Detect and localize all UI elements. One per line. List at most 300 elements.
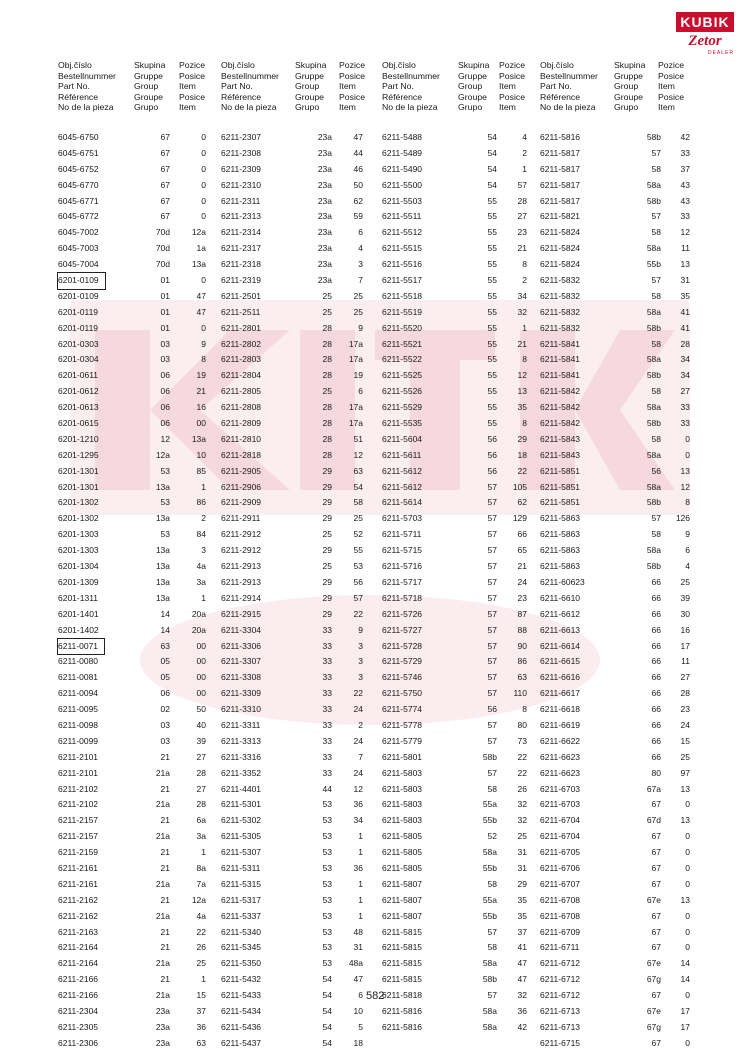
group-code: 58a — [646, 243, 661, 254]
group-code: 66 — [651, 608, 661, 619]
part-number: 6211-3311 — [221, 719, 261, 730]
part-number: 6211-5807 — [382, 894, 423, 905]
table-row — [382, 670, 533, 686]
header-line: Item — [658, 81, 675, 92]
group-code: 67 — [651, 862, 661, 873]
group-code: 23a — [155, 1005, 170, 1016]
item-position: 37 — [680, 163, 690, 174]
table-row — [540, 305, 696, 321]
group-code: 55b — [482, 910, 497, 921]
item-position: 27 — [680, 672, 690, 683]
table-row — [58, 146, 212, 162]
part-number: 6201-1402 — [58, 624, 99, 635]
part-number: 6211-5604 — [382, 433, 423, 444]
item-position: 47 — [353, 974, 363, 985]
column-3 — [382, 60, 533, 1036]
header-item — [179, 60, 205, 113]
table-row — [221, 607, 369, 623]
item-position: 32 — [517, 990, 527, 1001]
item-position: 29 — [517, 878, 527, 889]
table-row — [540, 718, 696, 734]
item-position: 1 — [358, 878, 363, 889]
item-position: 0 — [685, 799, 690, 810]
part-number: 6211-6619 — [540, 719, 581, 730]
table-row — [221, 702, 369, 718]
table-row — [221, 162, 369, 178]
group-code: 05 — [160, 656, 170, 667]
group-code: 67 — [160, 132, 170, 142]
item-position: 63 — [196, 1037, 206, 1048]
part-number: 6045-7002 — [58, 227, 99, 238]
table-row — [540, 241, 696, 257]
table-row — [382, 448, 533, 464]
table-row — [540, 988, 696, 1004]
part-number: 6211-2818 — [221, 449, 262, 460]
item-position: 2 — [201, 513, 206, 524]
part-number: 6211-5503 — [382, 195, 423, 206]
table-row — [540, 972, 696, 988]
group-code: 67g — [646, 974, 661, 985]
table-row — [382, 527, 533, 543]
part-number: 6211-6709 — [540, 926, 581, 937]
group-code: 21a — [155, 910, 170, 921]
part-number: 6211-5727 — [382, 624, 423, 635]
item-position: 57 — [517, 179, 527, 190]
header-group — [614, 60, 645, 113]
item-position: 9 — [358, 624, 363, 635]
group-code: 58a — [646, 481, 661, 492]
logo-sub: Zetor — [688, 33, 722, 49]
table-row — [382, 845, 533, 861]
table-row — [382, 130, 533, 146]
table-row — [221, 654, 369, 670]
part-number: 6211-0094 — [58, 688, 99, 699]
table-row — [221, 639, 369, 655]
part-number: 6211-2164 — [58, 958, 99, 969]
item-position: 00 — [196, 418, 206, 429]
table-row — [382, 225, 533, 241]
item-position: 8 — [522, 259, 527, 270]
group-code: 66 — [651, 719, 661, 730]
part-number: 6211-4401 — [221, 783, 262, 794]
header-line: Posice — [179, 70, 206, 81]
item-position: 8 — [522, 418, 527, 429]
group-code: 03 — [160, 354, 170, 365]
part-number: 6211-5518 — [382, 290, 423, 301]
group-code: 55b — [646, 259, 661, 270]
part-number: 6211-5717 — [382, 576, 423, 587]
group-code: 57 — [487, 497, 497, 508]
table-row — [58, 495, 212, 511]
item-position: 17 — [680, 1005, 690, 1016]
part-number: 6201-1303 — [58, 529, 99, 540]
part-number: 6211-5434 — [221, 1005, 262, 1016]
column-header — [382, 60, 533, 116]
table-row — [58, 829, 212, 845]
header-line: Grupo — [134, 102, 159, 113]
item-position: 18 — [517, 449, 527, 460]
part-number: 6211-5803 — [382, 815, 423, 826]
item-position: 0 — [201, 275, 206, 286]
header-part — [58, 60, 116, 113]
item-position: 1 — [201, 592, 206, 603]
group-code: 58b — [646, 561, 661, 572]
group-code: 55 — [487, 227, 497, 238]
item-position: 20a — [191, 608, 206, 619]
table-row — [540, 1020, 696, 1036]
part-number: 6211-6616 — [540, 672, 581, 683]
header-line: Pozice — [499, 60, 526, 70]
table-row — [221, 289, 369, 305]
part-number: 6211-2157 — [58, 815, 99, 826]
part-number: 6211-2501 — [221, 290, 262, 301]
table-row — [58, 956, 212, 972]
part-number: 6211-2163 — [58, 926, 99, 937]
part-number: 6211-2159 — [58, 847, 99, 858]
table-row — [382, 273, 533, 289]
part-number: 6211-2805 — [221, 386, 262, 397]
group-code: 53 — [322, 862, 332, 873]
group-code: 29 — [322, 465, 332, 476]
item-position: 66 — [517, 529, 527, 540]
part-number: 6211-3310 — [221, 704, 262, 715]
table-row — [221, 956, 369, 972]
part-number: 6211-5803 — [382, 767, 423, 778]
header-group — [458, 60, 489, 113]
group-code: 29 — [322, 481, 332, 492]
table-row — [58, 289, 212, 305]
table-row — [58, 893, 212, 909]
part-number: 6211-3304 — [221, 624, 262, 635]
table-row — [382, 988, 533, 1004]
item-position: 59 — [353, 211, 363, 222]
group-code: 58b — [646, 132, 661, 142]
item-position: 2 — [522, 275, 527, 286]
header-line: Item — [179, 102, 196, 113]
group-code: 57 — [651, 275, 661, 286]
table-row — [221, 511, 369, 527]
part-number: 6211-6622 — [540, 735, 581, 746]
item-position: 27 — [196, 751, 206, 762]
group-code: 57 — [487, 719, 497, 730]
part-number: 6211-2311 — [221, 195, 261, 206]
group-code: 21 — [160, 847, 170, 858]
part-number: 6211-3306 — [221, 640, 262, 651]
table-row — [58, 877, 212, 893]
part-number: 6211-5816 — [540, 132, 581, 142]
part-number: 6211-5522 — [382, 354, 423, 365]
item-position: 22 — [517, 465, 527, 476]
part-number: 6211-0095 — [58, 704, 99, 715]
item-position: 0 — [685, 449, 690, 460]
part-number: 6211-2308 — [221, 147, 262, 158]
group-code: 56 — [487, 449, 497, 460]
item-position: 56 — [353, 576, 363, 587]
table-row — [58, 368, 212, 384]
part-number: 6211-5612 — [382, 465, 423, 476]
item-position: 35 — [517, 894, 527, 905]
part-number: 6211-5301 — [221, 799, 262, 810]
kubik-zetor-logo — [676, 12, 734, 64]
part-number: 6211-6612 — [540, 608, 581, 619]
group-code: 55 — [487, 290, 497, 301]
group-code: 57 — [487, 608, 497, 619]
table-row — [221, 194, 369, 210]
table-row — [58, 813, 212, 829]
item-position: 8a — [196, 862, 206, 873]
part-number: 6211-5841 — [540, 354, 581, 365]
part-number: 6211-6703 — [540, 783, 581, 794]
item-position: 3a — [196, 576, 206, 587]
group-code: 33 — [322, 688, 332, 699]
table-row — [58, 130, 212, 146]
table-row — [382, 352, 533, 368]
item-position: 22 — [353, 608, 363, 619]
item-position: 1 — [358, 894, 363, 905]
item-position: 31 — [517, 847, 527, 858]
part-number: 6211-5315 — [221, 878, 262, 889]
table-row — [382, 257, 533, 273]
table-row — [58, 448, 212, 464]
table-row — [221, 829, 369, 845]
group-code: 67 — [651, 926, 661, 937]
group-code: 66 — [651, 640, 661, 651]
table-row — [58, 241, 212, 257]
header-line: Posice — [658, 91, 685, 102]
group-code: 21 — [160, 815, 170, 826]
group-code: 33 — [322, 640, 332, 651]
header-line: Bestellnummer — [382, 70, 440, 81]
header-line: Item — [658, 102, 675, 113]
group-code: 23a — [317, 147, 332, 158]
table-row — [382, 797, 533, 813]
table-row — [58, 925, 212, 941]
item-position: 53 — [353, 561, 363, 572]
table-row — [382, 956, 533, 972]
item-position: 85 — [196, 465, 206, 476]
part-number: 6211-6617 — [540, 688, 581, 699]
item-position: 39 — [196, 735, 206, 746]
group-code: 55 — [487, 243, 497, 254]
item-position: 6 — [358, 227, 363, 238]
table-row — [221, 432, 369, 448]
part-number: 6201-0613 — [58, 402, 99, 413]
table-row — [382, 829, 533, 845]
table-row — [58, 670, 212, 686]
group-code: 57 — [487, 545, 497, 556]
part-number: 6211-6623 — [540, 751, 581, 762]
group-code: 57 — [487, 529, 497, 540]
table-row — [58, 988, 212, 1004]
group-code: 21a — [155, 958, 170, 969]
item-position: 11 — [681, 656, 690, 667]
part-number: 6211-5716 — [382, 561, 423, 572]
part-number: 6211-5711 — [382, 529, 422, 540]
part-number: 6211-5535 — [382, 418, 423, 429]
table-row — [382, 718, 533, 734]
group-code: 25 — [322, 290, 332, 301]
table-row — [58, 257, 212, 273]
part-number: 6211-5726 — [382, 608, 423, 619]
part-number: 6045-7004 — [58, 259, 99, 270]
part-number: 6211-2912 — [221, 529, 262, 540]
item-position: 26 — [517, 783, 527, 794]
part-number: 6201-0119 — [58, 322, 99, 333]
part-number: 6211-5817 — [540, 179, 581, 190]
logo-brand: KUBIK — [676, 12, 734, 32]
group-code: 06 — [160, 386, 170, 397]
item-position: 27 — [680, 386, 690, 397]
group-code: 55b — [482, 862, 497, 873]
table-row — [382, 194, 533, 210]
part-number: 6201-1309 — [58, 576, 99, 587]
table-row — [540, 670, 696, 686]
table-row — [382, 495, 533, 511]
group-code: 58 — [651, 433, 661, 444]
item-position: 3 — [358, 672, 363, 683]
group-code: 57 — [487, 688, 497, 699]
part-number: 6201-0304 — [58, 354, 99, 365]
group-code: 67 — [160, 195, 170, 206]
group-code: 23a — [317, 211, 332, 222]
table-row — [58, 909, 212, 925]
header-line: Pozice — [339, 60, 366, 70]
group-code: 66 — [651, 592, 661, 603]
group-code: 01 — [160, 290, 170, 301]
table-row — [221, 241, 369, 257]
part-number: 6211-5611 — [382, 449, 422, 460]
part-number: 6201-0303 — [58, 338, 99, 349]
header-line: Pozice — [179, 60, 206, 70]
item-position: 13 — [680, 894, 690, 905]
item-position: 22 — [353, 688, 363, 699]
group-code: 57 — [487, 672, 497, 683]
header-line: Gruppe — [295, 70, 324, 81]
header-line: Posice — [499, 91, 526, 102]
header-part — [221, 60, 279, 113]
header-line: Obj.číslo — [221, 60, 255, 70]
group-code: 53 — [160, 465, 170, 476]
group-code: 58 — [487, 878, 497, 889]
part-number: 6045-7003 — [58, 243, 99, 254]
table-row — [221, 178, 369, 194]
item-position: 11 — [681, 243, 690, 254]
item-position: 22 — [517, 751, 527, 762]
group-code: 58a — [646, 306, 661, 317]
group-code: 57 — [487, 990, 497, 1001]
group-code: 54 — [487, 179, 497, 190]
item-position: 50 — [353, 179, 363, 190]
table-row — [58, 1036, 212, 1052]
item-position: 13 — [680, 465, 690, 476]
group-code: 57 — [651, 211, 661, 222]
item-position: 12 — [517, 370, 527, 381]
part-number: 6211-5746 — [382, 672, 423, 683]
column-4 — [540, 60, 696, 1052]
part-number: 6211-2906 — [221, 481, 262, 492]
group-code: 58b — [646, 322, 661, 333]
table-row — [58, 686, 212, 702]
item-position: 3 — [358, 640, 363, 651]
item-position: 47 — [517, 958, 527, 969]
item-position: 41 — [680, 322, 690, 333]
part-number: 6211-5526 — [382, 386, 423, 397]
item-position: 13 — [517, 386, 527, 397]
part-number: 6201-1210 — [58, 433, 99, 444]
group-code: 66 — [651, 735, 661, 746]
table-row — [58, 797, 212, 813]
item-position: 7 — [358, 751, 363, 762]
table-row — [540, 289, 696, 305]
item-position: 54 — [353, 481, 363, 492]
group-code: 12 — [160, 433, 170, 444]
part-number: 6211-5718 — [382, 592, 423, 603]
table-row — [221, 861, 369, 877]
table-row — [540, 893, 696, 909]
table-row — [58, 861, 212, 877]
table-row — [221, 797, 369, 813]
group-code: 67e — [646, 1005, 661, 1016]
part-number: 6211-5803 — [382, 799, 423, 810]
header-line: Part No. — [382, 81, 414, 92]
header-line: Part No. — [221, 81, 253, 92]
table-row — [58, 432, 212, 448]
item-position: 87 — [517, 608, 527, 619]
header-line: Obj.číslo — [58, 60, 92, 70]
part-number: 6211-5818 — [382, 990, 423, 1001]
group-code: 13a — [155, 576, 170, 587]
item-position: 1 — [201, 847, 206, 858]
group-code: 58 — [651, 386, 661, 397]
group-code: 21 — [160, 783, 170, 794]
group-code: 58a — [646, 449, 661, 460]
table-row — [540, 861, 696, 877]
item-position: 0 — [685, 910, 690, 921]
table-row — [221, 591, 369, 607]
part-number: 6211-2304 — [58, 1005, 99, 1016]
header-line: Obj.číslo — [540, 60, 574, 70]
group-code: 58a — [482, 958, 497, 969]
item-position: 32 — [517, 799, 527, 810]
item-position: 1a — [196, 243, 206, 254]
table-row — [58, 734, 212, 750]
table-row — [221, 1004, 369, 1020]
table-row — [221, 464, 369, 480]
item-position: 80 — [517, 719, 527, 730]
item-position: 19 — [196, 370, 206, 381]
table-row — [58, 400, 212, 416]
item-position: 7a — [196, 878, 206, 889]
group-code: 33 — [322, 624, 332, 635]
header-group — [295, 60, 326, 113]
group-code: 55 — [487, 386, 497, 397]
table-row — [58, 623, 212, 639]
header-line: Part No. — [540, 81, 572, 92]
table-row — [221, 480, 369, 496]
group-code: 57 — [487, 513, 497, 524]
item-position: 28 — [196, 767, 206, 778]
group-code: 23a — [155, 1021, 170, 1032]
group-code: 54 — [322, 974, 332, 985]
table-row — [382, 702, 533, 718]
group-code: 58 — [651, 338, 661, 349]
table-row — [540, 527, 696, 543]
header-line: Posice — [658, 70, 685, 81]
group-code: 06 — [160, 402, 170, 413]
group-code: 57 — [487, 592, 497, 603]
table-row — [382, 289, 533, 305]
part-number: 6211-2166 — [58, 990, 99, 1001]
